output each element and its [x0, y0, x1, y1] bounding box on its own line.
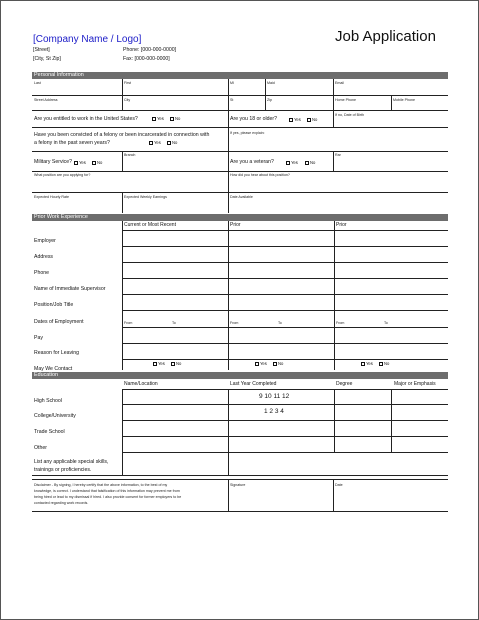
city-label: City [124, 98, 131, 102]
felony-question-line1: Have you been convicted of a felony or been incarcerated in connection with [34, 132, 210, 138]
veteran-yes-checkbox[interactable] [286, 161, 290, 165]
veteran-no-option[interactable]: No [303, 160, 315, 165]
contact-no-checkbox-1[interactable] [171, 362, 175, 366]
entitled-no-checkbox[interactable] [170, 117, 174, 121]
zip-label: Zip [267, 98, 272, 102]
supervisor-label: Name of Immediate Supervisor [34, 286, 106, 292]
address-label: Address [34, 254, 54, 260]
entitled-yes-checkbox[interactable] [152, 117, 156, 121]
contact-yes-option-3[interactable]: Yes [359, 361, 373, 366]
position-title-label: Position/Job Title [34, 302, 74, 308]
phone-label: Phone [34, 270, 50, 276]
trade-school-label: Trade School [34, 429, 65, 435]
skills-label-line1: List any applicable special skills, [34, 459, 109, 465]
how-did-you-hear-label: How did you hear about this position? [230, 173, 290, 177]
may-we-contact-label: May We Contact [34, 366, 73, 372]
col-prior-2: Prior [336, 222, 347, 228]
to-label-1: To [172, 321, 176, 325]
expected-weekly-label: Expected Weekly Earnings [124, 195, 167, 199]
disclaimer-line2: knowledge, is correct. I understand that falsification of this information may prevent me from [34, 489, 180, 493]
felony-explain-label: If yes, please explain: [230, 131, 265, 135]
disclaimer-line3: being hired or lead to my dismissal if hired. I also provide consent for former employers to be [34, 495, 182, 499]
contact-yes-checkbox-3[interactable] [361, 362, 365, 366]
entitled-yes-option[interactable]: Yes [150, 116, 164, 121]
fax-number: Fax: [000-000-0000] [123, 56, 170, 62]
contact-no-option-3[interactable]: No [377, 361, 389, 366]
disclaimer-line4: contacted regarding work records. [34, 501, 89, 505]
page-title: Job Application [335, 28, 436, 45]
age-no-checkbox[interactable] [307, 118, 311, 122]
other-label: Other [34, 445, 47, 451]
expected-hourly-label: Expected Hourly Rate [34, 195, 69, 199]
felony-yes-checkbox[interactable] [149, 141, 153, 145]
felony-question-line2: a felony in the past seven years? [34, 140, 110, 146]
mi-label: MI [230, 81, 234, 85]
last-name-label: Last [34, 81, 41, 85]
signature-label: Signature [230, 483, 246, 487]
street-address-label: Street Address [34, 98, 58, 102]
military-no-option[interactable]: No [90, 160, 102, 165]
felony-no-option[interactable]: No [165, 140, 177, 145]
reason-leaving-label: Reason for Leaving [34, 350, 79, 356]
felony-no-checkbox[interactable] [167, 141, 171, 145]
high-school-label: High School [34, 398, 62, 404]
street-address: [Street] [33, 47, 50, 53]
from-label-2: From [230, 321, 239, 325]
contact-yes-option-1[interactable]: Yes [151, 361, 165, 366]
contact-yes-checkbox-1[interactable] [153, 362, 157, 366]
col-degree: Degree [336, 381, 353, 387]
section-header-education: Education [32, 372, 448, 379]
section-header-personal: Personal Information [32, 72, 448, 79]
entitled-to-work-question: Are you entitled to work in the United States? [34, 116, 138, 122]
age-yes-checkbox[interactable] [289, 118, 293, 122]
employer-label: Employer [34, 238, 56, 244]
contact-yes-checkbox-2[interactable] [255, 362, 259, 366]
home-phone-label: Home Phone [335, 98, 356, 102]
pay-label: Pay [34, 335, 43, 341]
company-name-logo: [Company Name / Logo] [33, 34, 142, 45]
contact-no-checkbox-2[interactable] [273, 362, 277, 366]
date-label: Date [335, 483, 343, 487]
age-no-option[interactable]: No [305, 117, 317, 122]
veteran-yes-option[interactable]: Yes [284, 160, 298, 165]
from-label-1: From [124, 321, 133, 325]
disclaimer-line1: Disclaimer - By signing, I hereby certify that the above information, to the best of my [34, 483, 168, 487]
to-label-2: To [278, 321, 282, 325]
military-service-question: Military Service? [34, 159, 73, 165]
col-current-recent: Current or Most Recent [124, 222, 176, 228]
position-applying-label: What position are you applying for? [34, 173, 91, 177]
col-major: Major or Emphasis [394, 381, 436, 387]
dates-employment-label: Dates of Employment [34, 319, 84, 325]
age-question: Are you 18 or older? [230, 116, 278, 122]
date-available-label: Date Available [230, 195, 253, 199]
contact-no-option-2[interactable]: No [271, 361, 283, 366]
date-of-birth-label: If no, Date of Birth [335, 113, 364, 117]
military-rank-label: Rar [335, 153, 341, 157]
email-label: Email [335, 81, 344, 85]
college-label: College/University [34, 413, 76, 419]
col-last-year: Last Year Completed [230, 381, 277, 387]
state-label: St [230, 98, 234, 102]
military-yes-checkbox[interactable] [74, 161, 78, 165]
military-branch-label: Branch [124, 153, 136, 157]
skills-label-line2: trainings or proficiencies. [34, 467, 92, 473]
contact-no-checkbox-3[interactable] [379, 362, 383, 366]
military-yes-option[interactable]: Yes [72, 160, 86, 165]
age-yes-option[interactable]: Yes [287, 117, 301, 122]
maiden-label: Maid [267, 81, 275, 85]
entitled-no-option[interactable]: No [168, 116, 180, 121]
mobile-phone-label: Mobile Phone [393, 98, 415, 102]
contact-yes-option-2[interactable]: Yes [253, 361, 267, 366]
felony-yes-option[interactable]: Yes [147, 140, 161, 145]
first-name-label: First [124, 81, 131, 85]
col-name-location: Name/Location [124, 381, 158, 387]
college-years: 1 2 3 4 [264, 408, 284, 415]
from-label-3: From [336, 321, 345, 325]
veteran-no-checkbox[interactable] [305, 161, 309, 165]
col-prior-1: Prior [230, 222, 241, 228]
veteran-question: Are you a veteran? [230, 159, 274, 165]
to-label-3: To [384, 321, 388, 325]
phone-number: Phone: [000-000-0000] [123, 47, 177, 53]
high-school-years: 9 10 11 12 [259, 393, 290, 400]
contact-no-option-1[interactable]: No [169, 361, 181, 366]
military-no-checkbox[interactable] [92, 161, 96, 165]
city-state-zip: [City, St Zip] [33, 56, 61, 62]
section-header-work: Prior Work Experience [32, 214, 448, 221]
